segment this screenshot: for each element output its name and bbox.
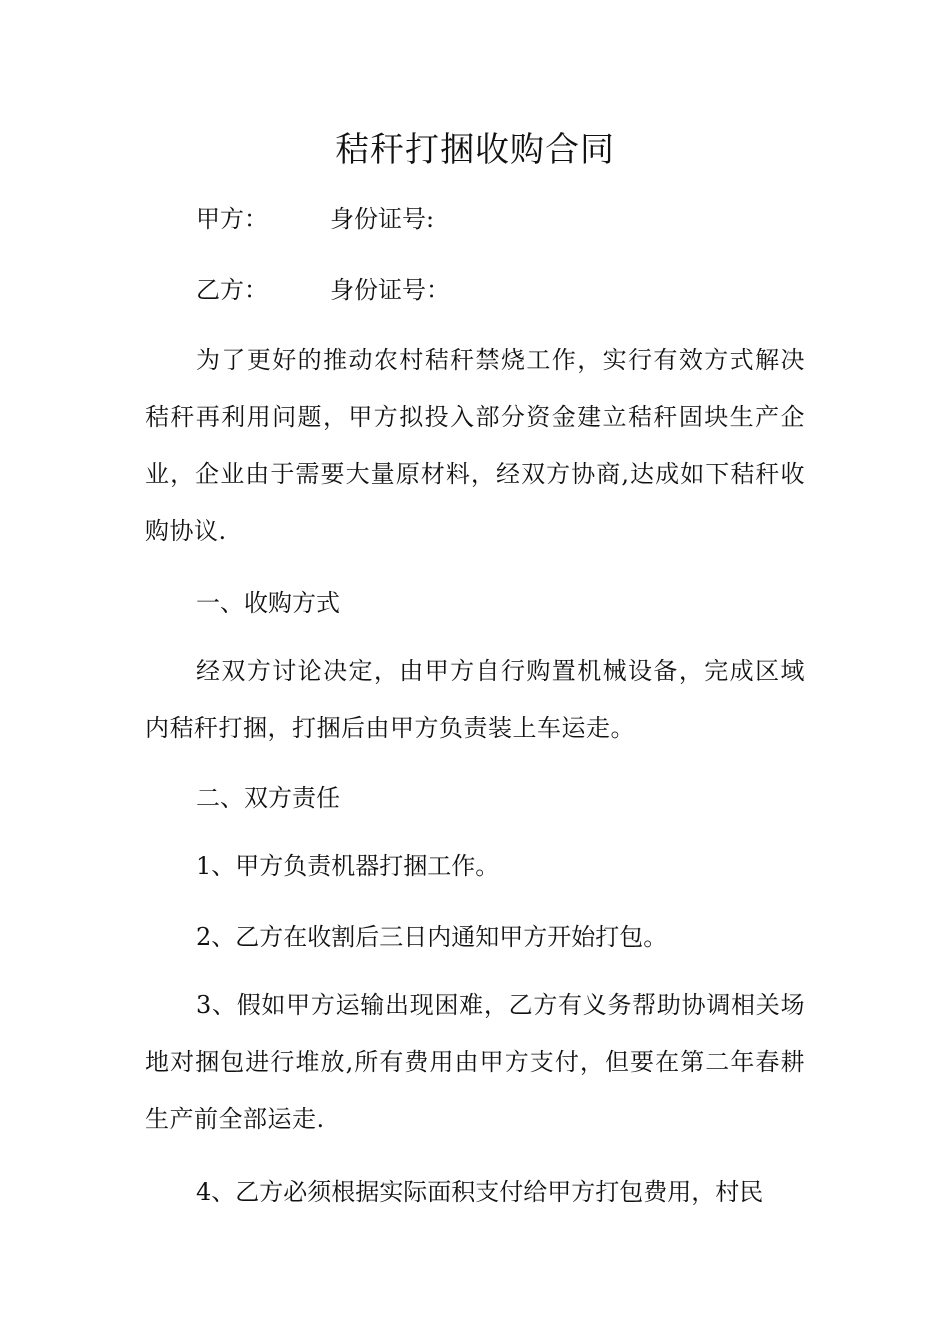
party-b-row [196,274,450,306]
responsibility-item-3: 3、假如甲方运输出现困难，乙方有义务帮助协调相关场地对捆包进行堆放,所有费用由甲方支付，但要在第二年春耕生产前全部运走. [145,991,805,1133]
responsibility-item-4: 4、乙方必须根据实际面积支付给甲方打包费用，村民 [196,1178,764,1206]
party-a-id-label: 身份证号: [330,205,435,233]
party-a-label: 甲方： [196,205,268,233]
section1-heading: 一、收购方式 [196,589,340,617]
page-title: 秸秆打捆收购合同 [335,130,615,170]
responsibility-item-1: 1、甲方负责机器打捆工作。 [196,852,500,880]
party-b-label: 乙方： [196,276,268,304]
section1-body: 经双方讨论决定，由甲方自行购置机械设备，完成区域内秸秆打捆，打捆后由甲方负责装上车运走。 [145,657,805,742]
party-b-id-label: 身份证号： [330,276,450,304]
intro-paragraph: 为了更好的推动农村秸秆禁烧工作，实行有效方式解决 秸秆再利用问题，甲方拟投入部分资金建立秸秆固块生产企业，企业由于需要大量原材料，经双方协商,达成如下秸秆收购协议. [145,346,805,545]
responsibility-item-2: 2、乙方在收割后三日内通知甲方开始打包。 [196,923,668,951]
party-a-row [196,203,435,235]
section2-heading: 二、双方责任 [196,784,340,812]
